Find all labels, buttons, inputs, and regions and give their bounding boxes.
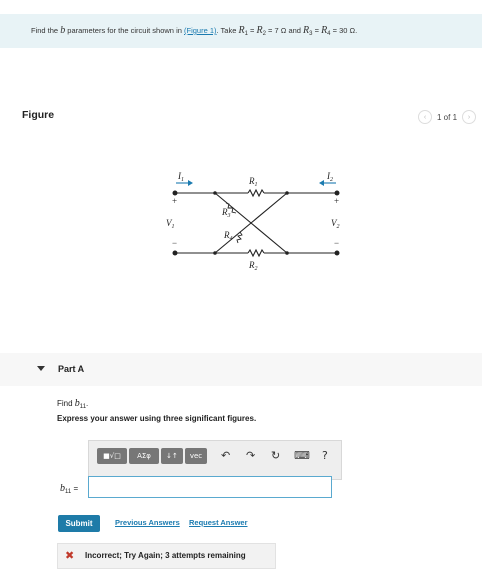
caret-down-icon[interactable]: [37, 366, 45, 371]
error-x-icon: ✖: [65, 549, 75, 562]
svg-text:I2: $I_2$: [327, 171, 333, 183]
previous-answers-link[interactable]: Previous Answers: [115, 518, 180, 527]
vector-button[interactable]: vec: [185, 448, 207, 464]
feedback-message: Incorrect; Try Again; 3 attempts remaining: [85, 551, 246, 560]
math-toolbar: [88, 440, 342, 480]
answer-label: $b_{11}$ =: [60, 483, 79, 495]
undo-icon[interactable]: ↶: [221, 449, 231, 462]
terminal-node: [335, 191, 340, 196]
junction-node: [213, 191, 217, 195]
junction-node: [213, 251, 217, 255]
answer-instructions: Express your answer using three significant figures.: [57, 414, 257, 423]
answer-input[interactable]: [88, 476, 332, 498]
svg-text:V2: $V_2$: [331, 218, 340, 230]
templates-button[interactable]: ■√□: [97, 448, 127, 464]
problem-statement: Find the b parameters for the circuit shown in (Figure 1). Take $R_1 = R_2 = 7$ Ω and $R_3 = R_4 = 30$ Ω.: [31, 25, 358, 37]
redo-icon[interactable]: ↷: [246, 449, 256, 462]
svg-text:−: −: [172, 238, 178, 248]
figure-link[interactable]: (Figure 1): [184, 26, 217, 35]
resistor-r1: [248, 190, 264, 196]
request-answer-link[interactable]: Request Answer: [189, 518, 248, 527]
terminal-node: [173, 191, 178, 196]
resistor-r2: [248, 250, 264, 256]
svg-text:R3: $R_3$: [222, 207, 231, 219]
svg-text:−: −: [334, 238, 340, 248]
keyboard-icon[interactable]: ⌨: [294, 449, 310, 462]
svg-text:R4: $R_4$: [224, 230, 233, 242]
reset-icon[interactable]: ↻: [271, 449, 281, 462]
junction-node: [285, 191, 289, 195]
junction-node: [285, 251, 289, 255]
subscript-superscript-button[interactable]: ↓↑: [161, 448, 183, 464]
previous-figure-button[interactable]: [418, 110, 432, 124]
svg-text:+: +: [334, 196, 340, 206]
resistor-r3-zigzag: [226, 203, 236, 213]
question-prompt: Find $b_{11}$.: [57, 398, 89, 410]
chevron-right-icon: ›: [467, 113, 471, 121]
svg-text:R1: $R_1$: [249, 176, 258, 188]
figure-pager: [418, 110, 476, 124]
svg-text:V1: $V_1$: [166, 218, 175, 230]
svg-text:R2: $R_2$: [249, 260, 258, 272]
figure-title: Figure: [22, 109, 55, 121]
part-a-title[interactable]: Part A: [58, 364, 85, 374]
chevron-left-icon: ‹: [423, 113, 427, 121]
help-icon[interactable]: ?: [322, 449, 328, 462]
terminal-node: [335, 251, 340, 256]
next-figure-button[interactable]: [462, 110, 476, 124]
terminal-node: [173, 251, 178, 256]
svg-text:I1: $I_1$: [178, 171, 184, 183]
greek-symbols-button[interactable]: ΑΣφ: [129, 448, 159, 464]
circuit-diagram: [160, 165, 360, 280]
page-count: 1 of 1: [437, 112, 458, 122]
svg-text:+: +: [172, 196, 178, 206]
submit-button[interactable]: Submit: [58, 515, 100, 532]
